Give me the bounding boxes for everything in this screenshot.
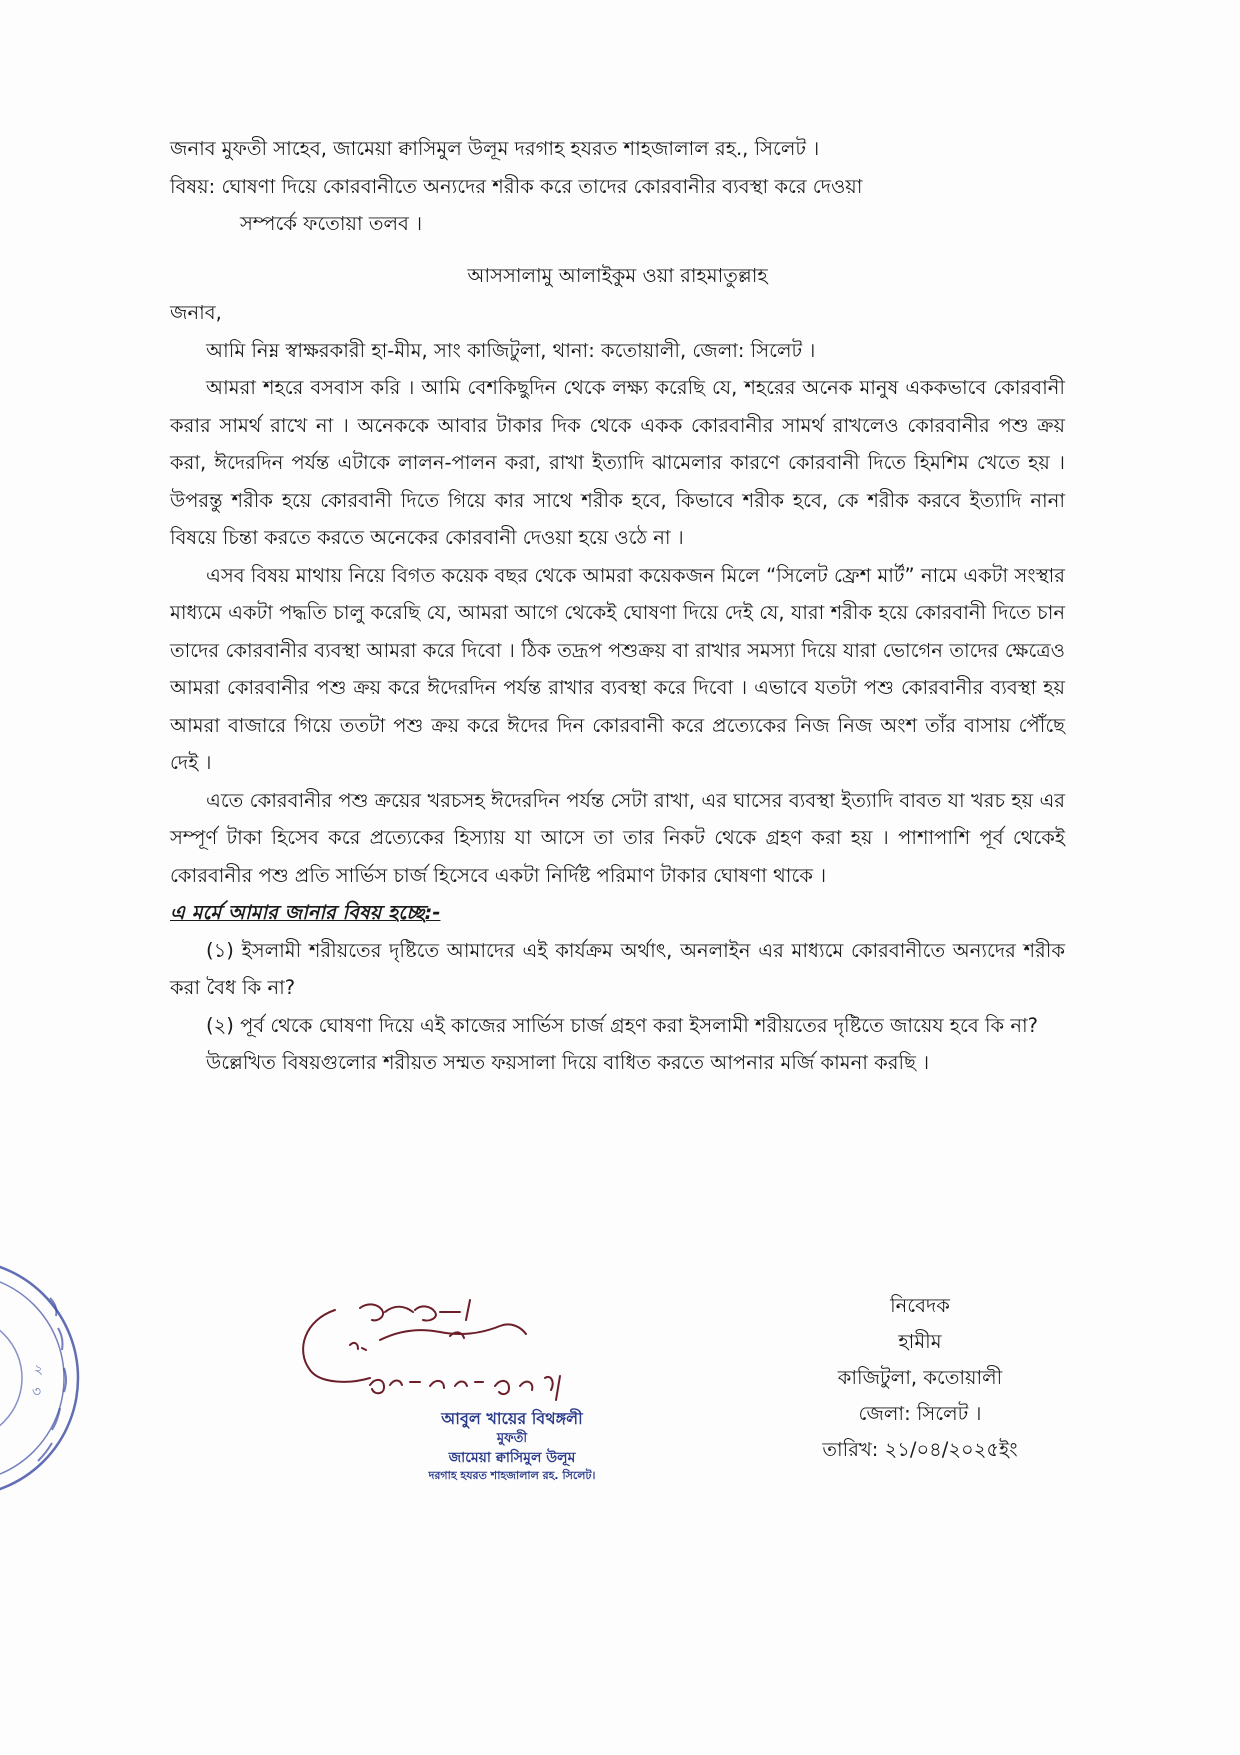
paragraph-1: আমরা শহরে বসবাস করি । আমি বেশকিছুদিন থেকে লক্ষ্য করেছি যে, শহরের অনেক মানুষ এককভাবে কোরবানী করার সামর্থ রাখে না । অনেককে আবার টাকার দিক থেকে একক কোরবানীর সামর্থ রাখলেও কোরবানীর পশু ক্রয় করা, ঈদেরদিন পর্যন্ত এটাকে লালন-পালন করা, রাখা ইত্যাদি ঝামেলার কারণে কোরবানী দিতে হিমশিম খেতে হয় । উপরন্তু শরীক হয়ে কোরবানী দিতে গিয়ে কার সাথে শরীক হবে, কিভাবে শরীক হবে, কে শরীক করবে ইত্যাদি নানা বিষয়ে চিন্তা করতে করতে অনেকের কোরবানী দেওয়া হয়ে ওঠে না । — [170, 376, 1065, 549]
sender-date: তারিখ: ২১/০৪/২০২৫ইং — [822, 1438, 1018, 1461]
sender-label: নিবেদক — [890, 1294, 950, 1317]
greeting-line: আসসালামু আলাইকুম ওয়া রাহমাতুল্লাহ — [467, 263, 768, 287]
sender-district: জেলা: সিলেট । — [858, 1402, 982, 1425]
salutation: জনাব, — [170, 301, 222, 324]
paragraph-2: এসব বিষয় মাথায় নিয়ে বিগত কয়েক বছর থেকে আমরা কয়েকজন মিলে “সিলেট ফ্রেশ মার্ট” নামে একটা সংস্থার মাধ্যমে একটা পদ্ধতি চালু করেছি যে, আমরা আগে থেকেই ঘোষণা দিয়ে দেই যে, যারা শরীক হয়ে কোরবানী দিতে চান তাদের কোরবানীর ব্যবস্থা আমরা করে দিবো । ঠিক তদ্রূপ পশুক্রয় বা রাখার সমস্যা দিয়ে যারা ভোগেন তাদের ক্ষেত্রেও আমরা কোরবানীর পশু ক্রয় করে ঈদেরদিন পর্যন্ত রাখার ব্যবস্থা করে দিবো । এভাবে যতটা পশু কোরবানীর ব্যবস্থা হয় আমরা বাজারে গিয়ে ততটা পশু ক্রয় করে ঈদের দিন কোরবানী করে প্রত্যেকের নিজ নিজ অংশ তাঁর বাসায় পৌঁছে দেই । — [170, 563, 1065, 774]
question-2: (২) পূর্ব থেকে ঘোষণা দিয়ে এই কাজের সার্ভিস চার্জ গ্রহণ করা ইসলামী শরীয়তের দৃষ্টিতে জায়েয হবে কি না? — [206, 1013, 1039, 1037]
stamp-institution: জামেয়া ক্বাসিমুল উলূম — [448, 1450, 576, 1466]
letter-body — [170, 130, 1065, 1082]
subject-line: বিষয়: ঘোষণা দিয়ে কোরবানীতে অন্যদের শরীক করে তাদের কোরবানীর ব্যবস্থা করে দেওয়া — [170, 174, 863, 198]
stamp-name: আবুল খায়ের বিথঙ্গলী — [441, 1409, 583, 1428]
closing-paragraph: উল্লেখিত বিষয়গুলোর শরীয়ত সম্মত ফয়সালা দিয়ে বাধিত করতে আপনার মর্জি কামনা করছি । — [206, 1051, 930, 1074]
mufti-stamp — [362, 1408, 662, 1484]
sender-address: কাজিটুলা, কতোয়ালী — [837, 1366, 1003, 1389]
svg-text:৩: ৩ — [32, 1384, 42, 1400]
round-seal-stamp — [0, 1258, 100, 1498]
svg-text:২: ২ — [34, 1362, 44, 1378]
sender-block — [770, 1288, 1070, 1468]
stamp-address: দরগাহ হযরত শাহজালাল রহ. সিলেট। — [428, 1469, 596, 1482]
stamp-title: মুফতী — [496, 1431, 528, 1446]
sender-name: হামীম — [898, 1330, 942, 1353]
question-heading: এ মর্মে আমার জানার বিষয় হচ্ছে:- — [170, 901, 441, 924]
intro-paragraph: আমি নিম্ন স্বাক্ষরকারী হা-মীম, সাং কাজিটুলা, থানা: কতোয়ালী, জেলা: সিলেট । — [206, 338, 816, 362]
handwritten-signature — [290, 1290, 670, 1420]
subject-line-continued: সম্পর্কে ফতোয়া তলব । — [240, 212, 423, 235]
mufti-signature-block — [290, 1290, 670, 1490]
question-1: (১) ইসলামী শরীয়তের দৃষ্টিতে আমাদের এই কার্যক্রম অর্থাৎ, অনলাইন এর মাধ্যমে কোরবানীতে অন্যদের শরীক করা বৈধ কি না? — [170, 938, 1065, 999]
paragraph-3: এতে কোরবানীর পশু ক্রয়ের খরচসহ ঈদেরদিন পর্যন্ত সেটা রাখা, এর ঘাসের ব্যবস্থা ইত্যাদি বাবত যা খরচ হয় এর সম্পূর্ণ টাকা হিসেব করে প্রত্যেকের হিস্যায় যা আসে তা তার নিকট থেকে গ্রহণ করা হয় । পাশাপাশি পূর্ব থেকেই কোরবানীর পশু প্রতি সার্ভিস চার্জ হিসেবে একটা নির্দিষ্ট পরিমাণ টাকার ঘোষণা থাকে । — [170, 788, 1065, 887]
addressee-line: জনাব মুফতী সাহেব, জামেয়া ক্বাসিমুল উলূম দরগাহ হযরত শাহজালাল রহ., সিলেট । — [170, 137, 820, 160]
